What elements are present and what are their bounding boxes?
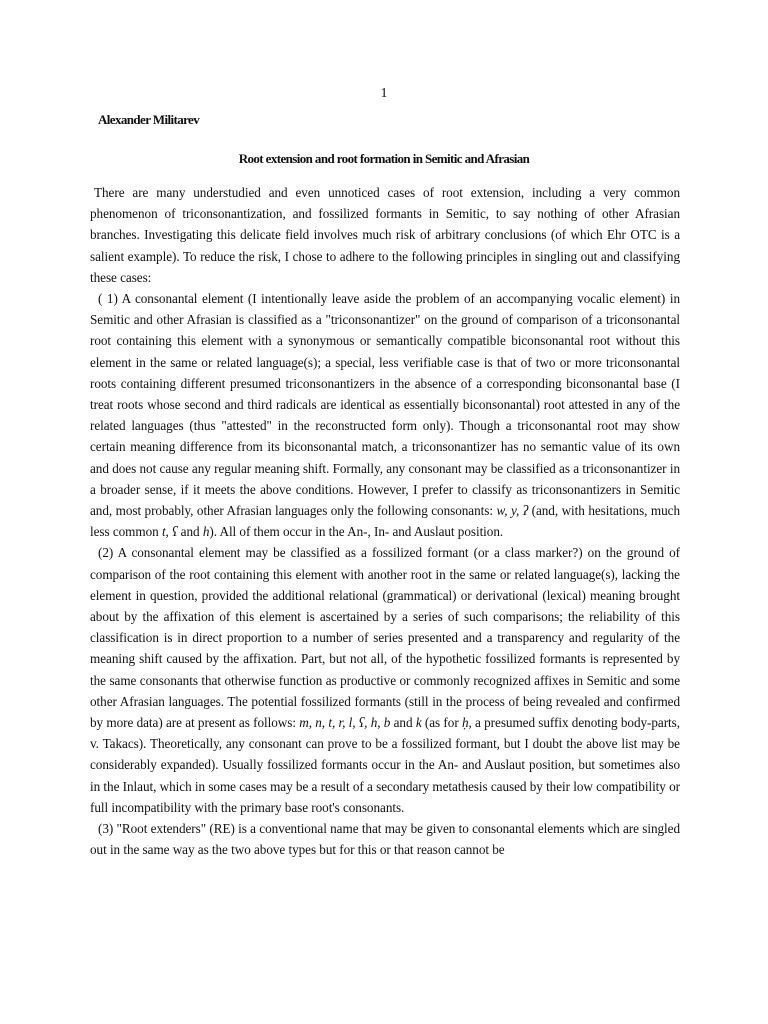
page-number: 1 xyxy=(380,86,388,101)
author-name: Alexander Militarev xyxy=(98,112,200,127)
formant-list: m, n, t, r, l, ʕ, h, b xyxy=(299,715,391,731)
principle-2-end: , a presumed suffix denoting body-parts, v. Takacs). Theoretically, any consonant can prove to be a fossilized formant, but I doubt the above list may be considerably expanded). Usually fossilized formants occur in the An- and Auslaut position, but sometimes also in the Inlaut, which in some cases may be a result of a secondary metathesis caused by their low compatibility or full incompatibility with the primary base root's consonants. xyxy=(90,715,680,815)
consonant-list-2: t, ʕ xyxy=(161,524,178,540)
principle-1-mid: (and, with hesitations, much less common xyxy=(90,503,681,540)
formant-k: k xyxy=(415,715,422,731)
formant-h-dot: ḥ xyxy=(461,715,469,731)
principle-1-text: ( 1) A consonantal element (I intentionally leave aside the problem of an accompanying vocalic element) in Semitic and other Afrasian is classified as a "triconsonantizer" on the ground of comparison of a triconsonantal root containing this element with a synonymous or semantically compatible biconsonantal root without this element in the same or related language(s); a special, less verifiable case is that of two or more triconsonantal roots containing different presumed triconsonantizers in the absence of a corresponding biconsonantal base (I treat roots whose second and third radicals are identical as essentially biconsonantal) root attested in any of the related languages (thus "attested" in the reconstructed form only). Though a triconsonantal root may show certain meaning difference from its biconsonantal match, a triconsonantizer has no semantic value of its own and does not cause any regular meaning shift. Formally, any consonant may be classified as a triconsonantizer in a broader sense, if it meets the above conditions. However, I prefer to classify as triconsonantizers in Semitic and, most probably, other Afrasian languages only the following consonants: xyxy=(90,291,680,519)
principle-1-and: and xyxy=(177,524,203,540)
principle-2-text: (2) A consonantal element may be classified as a fossilized formant (or a class marker?) on the ground of comparison of the root containing this element with another root in the same or related language(s), lacking the element in question, provided the additional relational (grammatical) or derivational (lexical) meaning brought about by the affixation of this element is ascertained by a series of such comparisons; the reliability of this classification is in direct proportion to a number of series presented and a transparency and regularity of the meaning shift caused by the affixation. Part, but not all, of the hypothetic fossilized formants is represented by the same consonants that otherwise function as productive or commonly recognized affixes in Semitic and some other Afrasian languages. The potential fossilized formants (still in the process of being revealed and confirmed by more data) are at present as follows: xyxy=(90,545,680,731)
body-text xyxy=(90,182,680,861)
paragraph-principle-1 xyxy=(90,288,680,542)
consonant-list-1: w, y, ʔ xyxy=(496,503,529,519)
consonant-list-3: h xyxy=(202,524,210,540)
principle-2-as-for: (as for xyxy=(421,715,462,731)
principle-1-end: ). All of them occur in the An-, In- and Auslaut position. xyxy=(209,524,504,540)
paragraph-principle-2 xyxy=(90,542,680,818)
paper-title: Root extension and root formation in Semitic and Afrasian xyxy=(238,151,530,166)
paragraph-intro: There are many understudied and even unnoticed cases of root extension, including a very common phenomenon of triconsonantization, and fossilized formants in Semitic, to say nothing of other Afrasian branches. Investigating this delicate field involves much risk of arbitrary conclusions (of which Ehr OTC is a salient example). To reduce the risk, I chose to adhere to the following principles in singling out and classifying these cases: xyxy=(90,185,680,285)
paragraph-principle-3: (3) "Root extenders" (RE) is a conventional name that may be given to consonantal elements which are singled out in the same way as the two above types but for this or that reason cannot be xyxy=(90,821,680,858)
principle-2-and: and xyxy=(390,715,416,731)
